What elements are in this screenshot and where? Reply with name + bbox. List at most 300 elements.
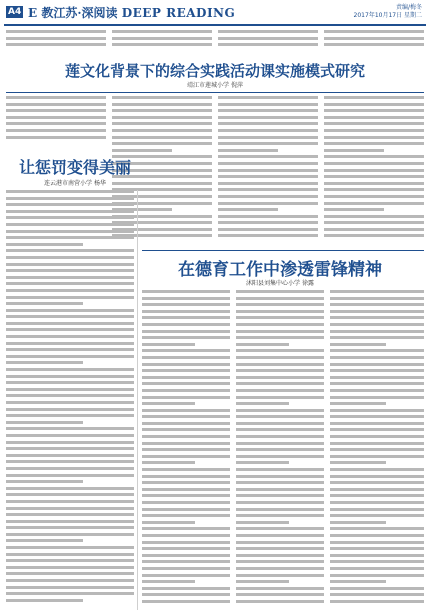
text-line xyxy=(112,122,212,125)
text-line xyxy=(6,122,106,125)
article-author: 靖江市莲城小学 倪萍 xyxy=(187,82,243,89)
text-line xyxy=(142,560,230,563)
text-line xyxy=(324,129,424,132)
article-author: 沭阳县刘集中心小学 徐露 xyxy=(246,280,314,287)
text-line xyxy=(6,566,134,569)
text-line xyxy=(6,103,106,106)
text-line xyxy=(6,203,134,206)
text-line xyxy=(6,296,134,299)
editor-line: 责编/梅冬 xyxy=(395,4,422,11)
text-line xyxy=(324,234,424,237)
text-line xyxy=(330,527,424,530)
text-line xyxy=(236,297,324,300)
text-line xyxy=(218,175,318,178)
article-text xyxy=(6,96,106,146)
text-line xyxy=(6,480,83,483)
text-line xyxy=(6,43,106,46)
text-line xyxy=(6,361,83,364)
text-line xyxy=(142,514,230,517)
text-line xyxy=(6,441,134,444)
text-line xyxy=(236,508,324,511)
text-line xyxy=(330,488,424,491)
article-text xyxy=(6,190,134,610)
text-line xyxy=(218,109,318,112)
text-line xyxy=(324,175,424,178)
text-line xyxy=(330,330,424,333)
text-line xyxy=(218,195,318,198)
text-line xyxy=(142,316,230,319)
text-line xyxy=(218,155,318,158)
text-line xyxy=(6,190,134,193)
text-line xyxy=(330,409,424,412)
text-line xyxy=(218,43,318,46)
text-line xyxy=(236,587,324,590)
text-line xyxy=(218,30,318,33)
text-line xyxy=(6,513,134,516)
text-line xyxy=(6,533,134,536)
text-line xyxy=(324,122,424,125)
text-line xyxy=(218,169,318,172)
text-line xyxy=(236,343,289,346)
text-line xyxy=(218,103,318,106)
text-line xyxy=(142,323,230,326)
text-line xyxy=(324,162,424,165)
text-line xyxy=(142,461,195,464)
section-title xyxy=(28,4,235,21)
text-line xyxy=(218,221,318,224)
text-line xyxy=(142,363,230,366)
section-name: E 教江苏·深阅读 xyxy=(28,6,118,20)
text-line xyxy=(236,415,324,418)
text-line xyxy=(142,527,230,530)
text-line xyxy=(6,500,134,503)
text-line xyxy=(142,422,230,425)
text-line xyxy=(324,116,424,119)
article-text xyxy=(142,290,230,610)
text-line xyxy=(142,369,230,372)
text-line xyxy=(142,494,230,497)
text-line xyxy=(324,169,424,172)
text-line xyxy=(142,587,230,590)
text-line xyxy=(330,349,424,352)
text-line xyxy=(324,37,424,40)
text-line xyxy=(142,435,230,438)
text-line xyxy=(236,541,324,544)
text-line xyxy=(330,521,386,524)
text-line xyxy=(330,442,424,445)
text-line xyxy=(142,574,230,577)
text-line xyxy=(6,243,83,246)
article-text xyxy=(330,290,424,610)
text-line xyxy=(6,408,134,411)
text-line xyxy=(112,116,212,119)
article-title: 让惩罚变得美丽 xyxy=(18,158,131,177)
text-line xyxy=(218,215,318,218)
text-line xyxy=(142,541,230,544)
text-line xyxy=(112,109,212,112)
article-title: 在德育工作中渗透雷锋精神 xyxy=(178,260,382,280)
text-line xyxy=(142,356,230,359)
text-line xyxy=(218,37,318,40)
text-line xyxy=(330,593,424,596)
text-line xyxy=(6,335,134,338)
text-line xyxy=(236,363,324,366)
page-number: A4 xyxy=(8,7,22,17)
text-line xyxy=(142,468,230,471)
text-line xyxy=(142,481,230,484)
text-line xyxy=(236,369,324,372)
text-line xyxy=(6,96,106,99)
text-line xyxy=(142,376,230,379)
text-line xyxy=(236,455,324,458)
text-line xyxy=(330,402,386,405)
text-line xyxy=(324,103,424,106)
text-line xyxy=(236,501,324,504)
text-line xyxy=(142,402,195,405)
text-line xyxy=(218,228,318,231)
header-meta xyxy=(354,4,422,20)
text-line xyxy=(330,396,424,399)
text-line xyxy=(330,343,386,346)
text-line xyxy=(6,520,134,523)
text-line xyxy=(218,122,318,125)
text-line xyxy=(330,541,424,544)
text-line xyxy=(218,188,318,191)
text-line xyxy=(324,43,424,46)
text-line xyxy=(6,526,134,529)
text-line xyxy=(6,447,134,450)
text-line xyxy=(6,116,106,119)
text-line xyxy=(330,303,424,306)
text-line xyxy=(142,428,230,431)
text-line xyxy=(112,142,212,145)
text-line xyxy=(142,330,230,333)
article-text xyxy=(112,30,212,56)
text-line xyxy=(142,310,230,313)
text-line xyxy=(6,546,134,549)
text-line xyxy=(236,303,324,306)
text-line xyxy=(330,475,424,478)
text-line xyxy=(330,323,424,326)
text-line xyxy=(142,455,230,458)
text-line xyxy=(6,30,106,33)
text-line xyxy=(236,323,324,326)
text-line xyxy=(330,369,424,372)
text-line xyxy=(6,236,134,239)
text-line xyxy=(236,534,324,537)
text-line xyxy=(236,349,324,352)
date-line: 2017年10月17日 星期二 xyxy=(353,12,422,19)
text-line xyxy=(218,142,318,145)
text-line xyxy=(330,587,424,590)
text-line xyxy=(330,560,424,563)
text-line xyxy=(330,547,424,550)
text-line xyxy=(142,303,230,306)
text-line xyxy=(236,402,289,405)
text-line xyxy=(330,455,424,458)
text-line xyxy=(6,434,134,437)
text-line xyxy=(236,521,289,524)
text-line xyxy=(330,514,424,517)
text-line xyxy=(6,223,134,226)
article-title: 莲文化背景下的综合实践活动课实施模式研究 xyxy=(64,62,365,80)
text-line xyxy=(142,396,230,399)
text-line xyxy=(236,409,324,412)
text-line xyxy=(330,574,424,577)
text-line xyxy=(218,129,318,132)
text-line xyxy=(236,514,324,517)
text-line xyxy=(330,356,424,359)
text-line xyxy=(236,316,324,319)
text-line xyxy=(6,539,83,542)
text-line xyxy=(112,30,212,33)
text-line xyxy=(236,396,324,399)
text-line xyxy=(236,461,289,464)
text-line xyxy=(330,600,424,603)
text-line xyxy=(330,468,424,471)
text-line xyxy=(6,136,106,139)
text-line xyxy=(142,580,195,583)
text-line xyxy=(330,567,424,570)
text-line xyxy=(6,421,83,424)
text-line xyxy=(324,30,424,33)
text-line xyxy=(142,389,230,392)
text-line xyxy=(236,600,324,603)
text-line xyxy=(6,467,134,470)
text-line xyxy=(236,290,324,293)
text-line xyxy=(324,188,424,191)
text-line xyxy=(6,401,134,404)
text-line xyxy=(142,475,230,478)
text-line xyxy=(236,376,324,379)
text-line xyxy=(6,460,134,463)
text-line xyxy=(236,442,324,445)
text-line xyxy=(324,96,424,99)
text-line xyxy=(330,435,424,438)
text-line xyxy=(6,592,134,595)
text-line xyxy=(142,442,230,445)
header-rule xyxy=(4,24,426,26)
divider xyxy=(6,92,424,93)
text-line xyxy=(236,310,324,313)
article-text xyxy=(6,30,106,56)
text-line xyxy=(6,579,134,582)
text-line xyxy=(112,43,212,46)
text-line xyxy=(142,547,230,550)
text-line xyxy=(324,182,424,185)
text-line xyxy=(330,494,424,497)
text-line xyxy=(142,534,230,537)
text-line xyxy=(142,593,230,596)
text-line xyxy=(6,368,134,371)
text-line xyxy=(236,481,324,484)
article-text xyxy=(218,30,318,56)
text-line xyxy=(218,96,318,99)
text-line xyxy=(324,195,424,198)
text-line xyxy=(6,216,134,219)
text-line xyxy=(324,228,424,231)
text-line xyxy=(6,37,106,40)
text-line xyxy=(6,487,134,490)
text-line xyxy=(330,290,424,293)
text-line xyxy=(6,309,134,312)
text-line xyxy=(142,290,230,293)
text-line xyxy=(330,336,424,339)
text-line xyxy=(324,215,424,218)
text-line xyxy=(112,103,212,106)
text-line xyxy=(142,415,230,418)
text-line xyxy=(6,381,134,384)
text-line xyxy=(330,297,424,300)
text-line xyxy=(6,599,83,602)
text-line xyxy=(236,389,324,392)
text-line xyxy=(6,276,134,279)
text-line xyxy=(6,269,134,272)
text-line xyxy=(112,129,212,132)
text-line xyxy=(236,330,324,333)
text-line xyxy=(6,493,134,496)
text-line xyxy=(236,574,324,577)
section-english: DEEP READING xyxy=(121,6,236,20)
text-line xyxy=(330,422,424,425)
text-line xyxy=(6,315,134,318)
text-line xyxy=(330,481,424,484)
text-line xyxy=(142,554,230,557)
text-line xyxy=(6,197,134,200)
text-line xyxy=(6,559,134,562)
text-line xyxy=(324,208,384,211)
text-line xyxy=(6,249,134,252)
text-line xyxy=(236,560,324,563)
text-line xyxy=(142,488,230,491)
text-line xyxy=(6,388,134,391)
text-line xyxy=(142,521,195,524)
text-line xyxy=(112,37,212,40)
text-line xyxy=(330,428,424,431)
text-line xyxy=(236,554,324,557)
text-line xyxy=(236,567,324,570)
page-header xyxy=(0,0,430,26)
text-line xyxy=(142,336,230,339)
text-line xyxy=(330,363,424,366)
text-line xyxy=(6,348,134,351)
text-line xyxy=(330,376,424,379)
text-line xyxy=(112,96,212,99)
text-line xyxy=(324,149,384,152)
text-line xyxy=(6,289,134,292)
text-line xyxy=(330,389,424,392)
text-line xyxy=(142,600,230,603)
text-line xyxy=(218,202,318,205)
text-line xyxy=(218,136,318,139)
text-line xyxy=(236,468,324,471)
text-line xyxy=(6,427,134,430)
text-line xyxy=(236,356,324,359)
article-author: 连云港市南营小学 杨华 xyxy=(44,180,106,187)
text-line xyxy=(142,508,230,511)
text-line xyxy=(6,414,134,417)
text-line xyxy=(236,494,324,497)
text-line xyxy=(330,554,424,557)
article-text xyxy=(218,96,318,246)
text-line xyxy=(6,342,134,345)
text-line xyxy=(236,527,324,530)
text-line xyxy=(324,221,424,224)
text-line xyxy=(218,208,278,211)
text-line xyxy=(142,349,230,352)
text-line xyxy=(6,302,83,305)
text-line xyxy=(330,580,386,583)
text-line xyxy=(236,547,324,550)
text-line xyxy=(142,448,230,451)
text-line xyxy=(330,501,424,504)
text-line xyxy=(142,343,195,346)
text-line xyxy=(142,382,230,385)
text-line xyxy=(6,263,134,266)
text-line xyxy=(6,474,134,477)
text-line xyxy=(330,415,424,418)
text-line xyxy=(324,155,424,158)
text-line xyxy=(330,461,386,464)
text-line xyxy=(330,382,424,385)
text-line xyxy=(142,567,230,570)
text-line xyxy=(218,149,278,152)
text-line xyxy=(6,129,106,132)
text-line xyxy=(236,488,324,491)
article-text xyxy=(236,290,324,610)
text-line xyxy=(142,297,230,300)
text-line xyxy=(112,149,172,152)
text-line xyxy=(324,136,424,139)
text-line xyxy=(236,475,324,478)
text-line xyxy=(330,448,424,451)
text-line xyxy=(6,572,134,575)
text-line xyxy=(6,394,134,397)
text-line xyxy=(236,580,289,583)
text-line xyxy=(236,422,324,425)
text-line xyxy=(324,142,424,145)
text-line xyxy=(324,109,424,112)
text-line xyxy=(6,282,134,285)
text-line xyxy=(6,454,134,457)
text-line xyxy=(142,501,230,504)
article-text xyxy=(324,30,424,56)
text-line xyxy=(6,256,134,259)
text-line xyxy=(330,534,424,537)
text-line xyxy=(330,316,424,319)
text-line xyxy=(6,375,134,378)
text-line xyxy=(218,182,318,185)
text-line xyxy=(112,136,212,139)
text-line xyxy=(330,310,424,313)
text-line xyxy=(6,109,106,112)
text-line xyxy=(236,435,324,438)
text-line xyxy=(324,202,424,205)
text-line xyxy=(6,328,134,331)
text-line xyxy=(6,355,134,358)
article-text xyxy=(324,96,424,246)
text-line xyxy=(6,230,134,233)
text-line xyxy=(6,210,134,213)
column-divider xyxy=(137,190,138,610)
text-line xyxy=(236,448,324,451)
text-line xyxy=(6,322,134,325)
text-line xyxy=(330,508,424,511)
text-line xyxy=(236,336,324,339)
divider xyxy=(142,250,424,251)
text-line xyxy=(236,428,324,431)
text-line xyxy=(236,593,324,596)
